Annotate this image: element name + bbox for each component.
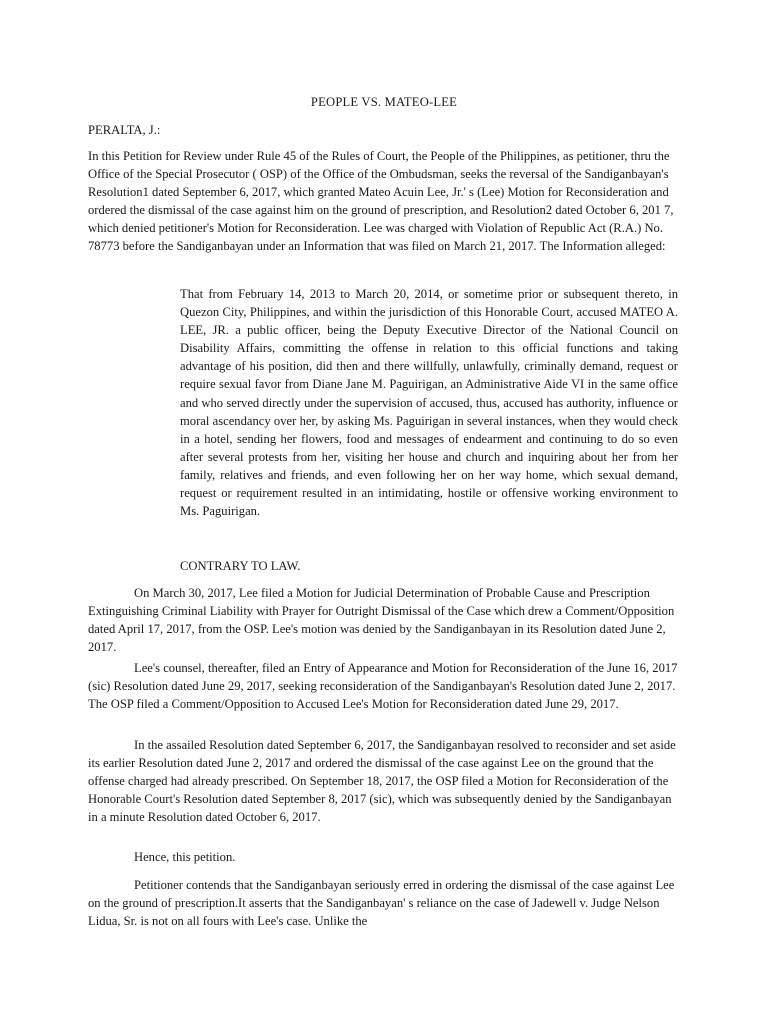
paragraph-entry-of-appearance: Lee's counsel, thereafter, filed an Entry of Appearance and Motion for Reconsideration of the June 16, 2017 (sic) Resolution dated June 29, 2017, seeking reconsideration of the Sandiganbayan's Resolution dated June 2, 2017. The OSP filed a Comment/Opposition to Accused Lee's Motion for Reconsideration dated June 29, 2017. [88,661,678,712]
paragraph-assailed-resolution: In the assailed Resolution dated September 6, 2017, the Sandiganbayan resolved to reconsider and set aside its earlier Resolution dated June 2, 2017 and ordered the dismissal of the case against Lee on the ground that the offense charged had already prescribed. On September 18, 2017, the OSP filed a Motion for Reconsideration of the Honorable Court's Resolution dated September 8, 2017 (sic), which was subsequently denied by the Sandiganbayan in a minute Resolution dated October 6, 2017. [88,738,676,825]
information-quote: That from February 14, 2013 to March 20, 2014, or sometime prior or subsequent thereto, in Quezon City, Philippines, and within the jurisdiction of this Honorable Court, accused MATEO A. LEE, JR. a public officer, being the Deputy Executive Director of the National Council on Disability Affairs, committing the offense in relation to this official functions and taking advantage of his position, did then and there willfully, unlawfully, criminally demand, request or require sexual favor from Diane Jane M. Paguirigan, an Administrative Aide VI in the same office and who served directly under the supervision of accused, thus, accused has authority, influence or moral ascendancy over her, by asking Ms. Paguirigan in several instances, when they would check in a hotel, sending her flowers, food and messages of endearment and continuing to do so even after several protests from her, visiting her house and church and inquiring about her from her family, relatives and friends, and even following her on her way home, which sexual demand, request or requirement resulted in an intimidating, hostile or offensive working environment to Ms. Paguirigan. [180,287,678,519]
intro-paragraph: In this Petition for Review under Rule 45 of the Rules of Court, the People of the Philippines, as petitioner, thru the Office of the Special Prosecutor ( OSP) of the Office of the Ombudsman, seeks the reversal of the Sandiganbayan's Resolution1 dated September 6, 2017, which granted Mateo Acuin Lee, Jr.' s (Lee) Motion for Reconsideration and ordered the dismissal of the case against him on the ground of prescription, and Resolution2 dated October 6, 201 7, which denied petitioner's Motion for Reconsideration. Lee was charged with Violation of Republic Act (R.A.) No. 78773 before the Sandiganbayan under an Information that was filed on March 21, 2017. The Information alleged: [88,149,674,254]
contrary-to-law: CONTRARY TO LAW. [180,559,301,573]
case-title: PEOPLE VS. MATEO-LEE [310,95,458,109]
paragraph-motion-probable-cause: On March 30, 2017, Lee filed a Motion for Judicial Determination of Probable Cause and Prescription Extinguishing Criminal Liability with Prayer for Outright Dismissal of the Case which drew a Comment/Opposition dated April 17, 2017, from the OSP. Lee's motion was denied by the Sandiganbayan in its Resolution dated June 2, 2017. [88,586,675,655]
paragraph-hence: Hence, this petition. [134,850,236,864]
paragraph-petitioner-contends: Petitioner contends that the Sandiganbayan seriously erred in ordering the dismissal of the case against Lee on the ground of prescription.It asserts that the Sandiganbayan' s reliance on the case of Jadewell v. Judge Nelson Lidua, Sr. is not on all fours with Lee's case. Unlike the [88,878,675,929]
ponente-line: PERALTA, J.: [88,123,161,137]
